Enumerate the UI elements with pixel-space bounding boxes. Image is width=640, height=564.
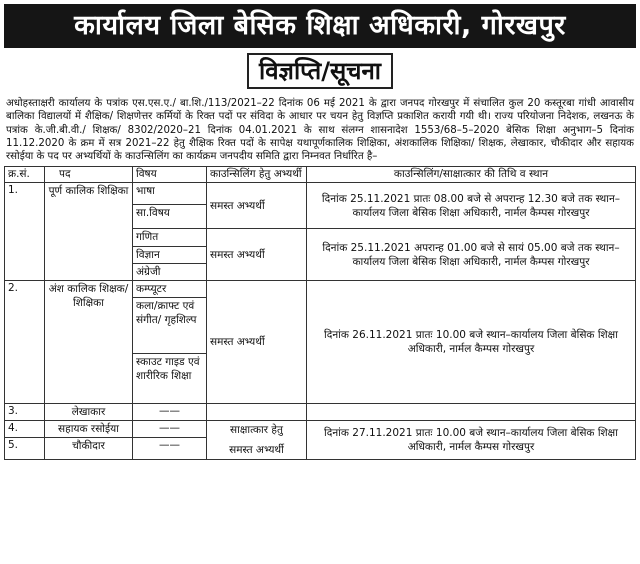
row45-schedule: दिनांक 27.11.2021 प्रातः 10.00 बजे स्थान–कार्यालय जिला बेसिक शिक्षा अधिकारी, नार्मल कैम्पस गोरखपुर <box>307 421 636 460</box>
row1-serial: 1. <box>5 183 45 281</box>
header-post: पद <box>45 167 133 183</box>
header-counselling: काउन्सिलिंग हेतु अभ्यर्थी <box>207 167 307 183</box>
table-row <box>5 404 636 421</box>
row45-candidates-line2: समस्त अभ्यर्थी <box>229 444 284 457</box>
row2-serial: 2. <box>5 281 45 404</box>
row1-subject-1: भाषा <box>133 183 207 205</box>
row1-schedule-a: दिनांक 25.11.2021 प्रातः 08.00 बजे से अपरान्ह 12.30 बजे तक स्थान–कार्यालय जिला बेसिक शिक्षा अधिकारी, नार्मल कैम्पस गोरखपुर <box>307 183 636 229</box>
row2-post: अंश कालिक शिक्षक/शिक्षिका <box>45 281 133 404</box>
row3-post: लेखाकार <box>45 404 133 421</box>
row45-candidates <box>207 421 307 460</box>
row4-post: सहायक रसोईया <box>45 421 133 438</box>
header-schedule: काउन्सिलिंग/साक्षात्कार की तिथि व स्थान <box>307 167 636 183</box>
row45-candidates-line1: साक्षात्कार हेतु <box>230 424 283 437</box>
row1-subject-5: अंग्रेजी <box>133 264 207 281</box>
row1-subject-2: सा.विषय <box>133 205 207 229</box>
header-subject: विषय <box>133 167 207 183</box>
row3-serial: 3. <box>5 404 45 421</box>
row2-subject-3: स्काउट गाइड एवं शारीरिक शिक्षा <box>133 354 207 404</box>
row2-subject-1: कम्प्यूटर <box>133 281 207 298</box>
row5-post: चौकीदार <box>45 438 133 460</box>
counselling-schedule-table <box>4 166 636 460</box>
table-header-row <box>5 167 636 183</box>
row2-candidates: समस्त अभ्यर्थी <box>207 281 307 404</box>
row1-subject-3: गणित <box>133 229 207 247</box>
row3-candidates-empty <box>207 404 307 421</box>
row1-candidates-b: समस्त अभ्यर्थी <box>207 229 307 281</box>
row4-subject: —— <box>133 421 207 438</box>
row2-schedule: दिनांक 26.11.2021 प्रातः 10.00 बजे स्थान–कार्यालय जिला बेसिक शिक्षा अधिकारी, नार्मल कैम्पस गोरखपुर <box>307 281 636 404</box>
row1-schedule-b: दिनांक 25.11.2021 अपरान्ह 01.00 बजे से सायं 05.00 बजे तक स्थान–कार्यालय जिला बेसिक शिक्षा अधिकारी, नार्मल कैम्पस गोरखपुर <box>307 229 636 281</box>
office-title-banner: कार्यालय जिला बेसिक शिक्षा अधिकारी, गोरखपुर <box>4 4 636 48</box>
row1-subject-4: विज्ञान <box>133 247 207 264</box>
row5-serial: 5. <box>5 438 45 460</box>
row5-subject: —— <box>133 438 207 460</box>
row3-schedule-empty <box>307 404 636 421</box>
table-row <box>5 281 636 298</box>
row3-subject: —— <box>133 404 207 421</box>
row1-post: पूर्ण कालिक शिक्षिका <box>45 183 133 281</box>
row2-subject-2: कला/क्राफ्ट एवं संगीत/ गृहशिल्प <box>133 298 207 354</box>
intro-paragraph: अधोहस्ताक्षरी कार्यालय के पत्रांक एस.एस.ए./ बा.शि./113/2021–22 दिनांक 06 मई 2021 के द्वारा जनपद गोरखपुर में संचालित कुल 20 कस्तूरबा गांधी आवासीय बालिका विद्यालयों में शैक्षिक/ शिक्षणेत्तर कर्मियों के रिक्त पदों पर संविदा के आधार पर चयन हेतु विज्ञप्ति प्रकाशित करायी गयी थी। राज्य परियोजना निदेशक, लखनऊ के पत्रांक के.जी.बी.वी./ शिक्षक/ 8302/2020–21 दिनांक 04.01.2021 के साथ संलग्न शासनादेश 1553/68–5–2020 बेसिक शिक्षा अनुभाग–5 दिनांक 11.12.2020 के क्रम में सत्र 2021–22 हेतु शैक्षिक रिक्त पदों के सापेक्ष यथापूर्णकालिक शिक्षिका, अंशकालिक शिक्षिका/ शिक्षक, लेखाकार, चौकीदार और सहायक रसोईया के पद पर अभ्यर्थियों के काउन्सिलिंग का कार्यक्रम जनपदीय समिति द्वारा निम्नवत निर्धारित है– <box>6 98 634 163</box>
table-row <box>5 421 636 438</box>
notice-title: विज्ञप्ति/सूचना <box>247 53 393 89</box>
row4-serial: 4. <box>5 421 45 438</box>
table-row <box>5 183 636 205</box>
row1-candidates-a: समस्त अभ्यर्थी <box>207 183 307 229</box>
header-serial: क्र.सं. <box>5 167 45 183</box>
